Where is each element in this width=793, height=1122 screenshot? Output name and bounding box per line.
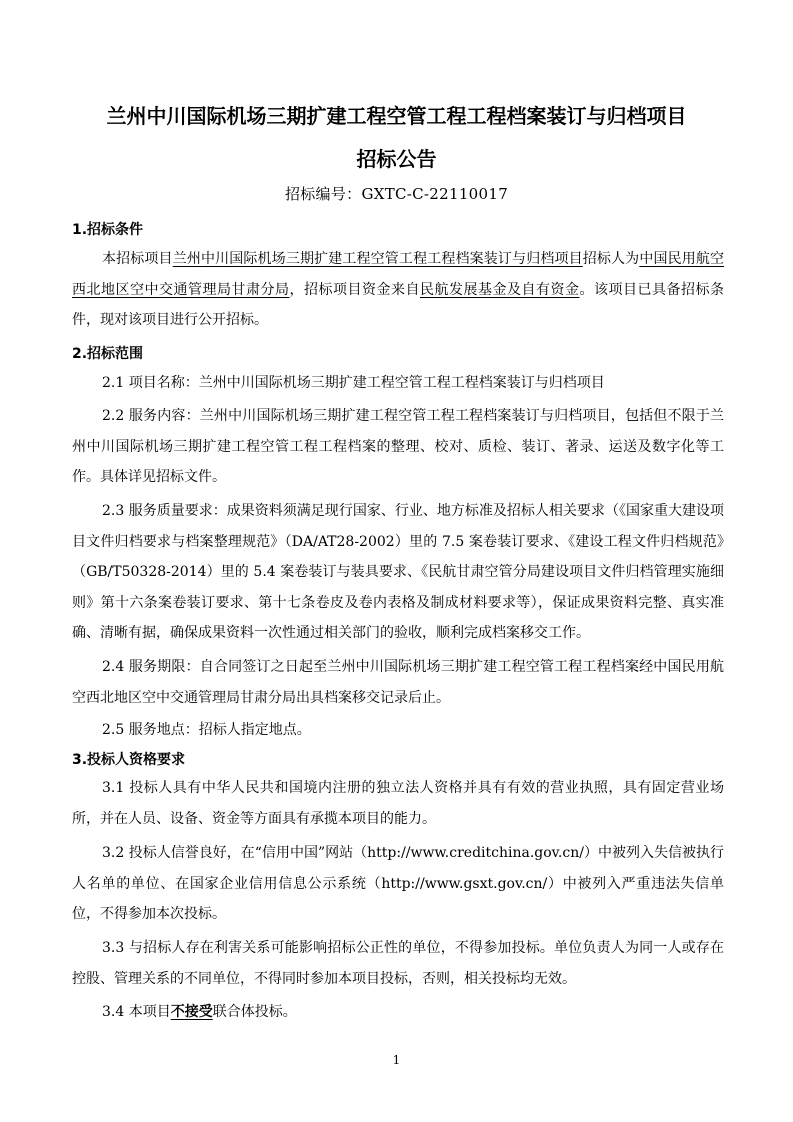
text-segment: 联合体投标。 (212, 1004, 297, 1020)
text-segment: ，招标项目资金来自 (289, 281, 420, 298)
document-subtitle: 招标公告 (356, 147, 437, 171)
paragraph-3-3: 3.3 与招标人存在利害关系可能影响招标公正性的单位，不得参加投标。单位负责人为同一人或存在控股、管理关系的不同单位，不得同时参加本项目投标，否则，相关投标均无效。 (72, 940, 724, 987)
section-heading-1: 1.招标条件 (72, 222, 144, 238)
paragraph-2-3: 2.3 服务质量要求：成果资料须满足现行国家、行业、地方标准及招标人相关要求（《国家重大建设项目文件归档要求与档案整理规范》（DA/AT28-2002）里的 7.5 案卷装订要求、《建设工程文件归档规范》（GB/T50328-2014）里的 5.4 案卷装订与装具要求、《民航甘肃空管分局建设项目文件归档管理实施细则》第十六条案卷装订要求、第十七条卷皮及卷内表格及制成材料要求等），保证成果资料完整、真实准确、清晰有据，确保成果资料一次性通过相关部门的验收，顺利完成档案移交工作。 (72, 503, 724, 641)
paragraph-2-4: 2.4 服务期限：自合同签订之日起至兰州中川国际机场三期扩建工程空管工程工程档案经中国民用航空西北地区空中交通管理局甘肃分局出具档案移交记录后止。 (72, 659, 724, 706)
section-heading-3: 3.投标人资格要求 (72, 752, 186, 768)
text-segment: 本招标项目 (102, 251, 173, 267)
tenderer-name: 中国民用航空西北地区空中交通管理局甘肃分局 (72, 251, 725, 298)
paragraph-2-1: 2.1 项目名称：兰州中川国际机场三期扩建工程空管工程工程档案装订与归档项目 (102, 375, 605, 391)
text-segment: 。该项目已具备招标条件，现对该项目进行公开招标。 (72, 281, 724, 328)
paragraph-2-5: 2.5 服务地点：招标人指定地点。 (102, 722, 311, 738)
tender-code: 招标编号：GXTC-C-22110017 (284, 185, 509, 203)
text-segment: 3.4 本项目 (102, 1004, 171, 1020)
section-1-paragraph (72, 244, 724, 336)
project-name: 兰州中川国际机场三期扩建工程空管工程工程档案装订与归档项目 (172, 251, 583, 267)
text-segment: 招标人为 (582, 251, 640, 267)
section-heading-2: 2.招标范围 (72, 346, 144, 362)
page-number: 1 (392, 1053, 401, 1067)
fund-source: 民航发展基金及自有资金 (420, 281, 580, 298)
paragraph-3-4 (72, 997, 724, 1028)
paragraph-2-2: 2.2 服务内容：兰州中川国际机场三期扩建工程空管工程工程档案装订与归档项目，包括但不限于兰州中川国际机场三期扩建工程空管工程工程档案的整理、校对、质检、装订、著录、运送及数字化等工作。具体详见招标文件。 (72, 408, 724, 485)
paragraph-3-2: 3.2 投标人信誉良好，在“信用中国”网站（http://www.creditchina.gov.cn/）中被列入失信被执行人名单的单位、在国家企业信用信息公示系统（http://www.gsxt.gov.cn/）中被列入严重违法失信单位，不得参加本次投标。 (72, 845, 724, 922)
document-title: 兰州中川国际机场三期扩建工程空管工程工程档案装订与归档项目 (106, 104, 687, 128)
emphasis-not-accepted: 不接受 (170, 1004, 213, 1020)
paragraph-3-1: 3.1 投标人具有中华人民共和国境内注册的独立法人资格并具有有效的营业执照，具有固定营业场所，并在人员、设备、资金等方面具有承揽本项目的能力。 (72, 780, 724, 827)
